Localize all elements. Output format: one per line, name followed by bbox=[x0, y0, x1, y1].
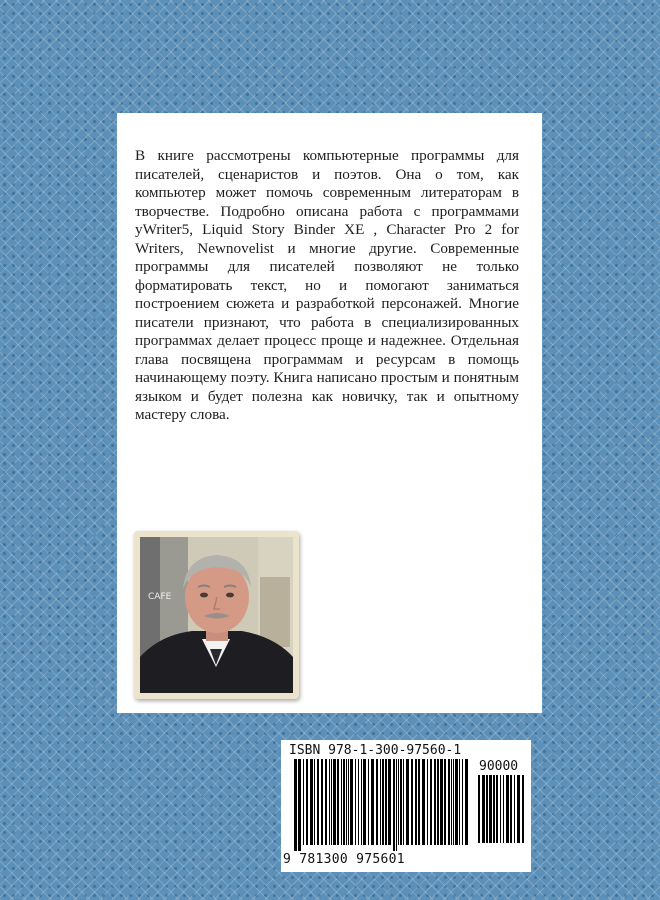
barcode-bar bbox=[333, 759, 336, 845]
barcode-bar bbox=[329, 759, 330, 845]
barcode-bar bbox=[350, 759, 353, 845]
barcode-bar bbox=[403, 759, 404, 845]
barcode-bar bbox=[453, 759, 454, 845]
barcode-bar bbox=[388, 759, 391, 845]
barcode-bar bbox=[514, 775, 515, 843]
barcode-bar bbox=[337, 759, 339, 845]
barcode-bar bbox=[440, 759, 443, 845]
barcode-bar bbox=[371, 759, 374, 845]
barcode-bar bbox=[522, 775, 524, 843]
barcode-bar bbox=[382, 759, 384, 845]
barcode-bar bbox=[462, 759, 463, 845]
barcode-bar bbox=[510, 775, 512, 843]
barcode-bar bbox=[437, 759, 439, 845]
barcode-bar bbox=[385, 759, 387, 845]
barcode-bar bbox=[415, 759, 417, 845]
supplement-barcode-bars bbox=[477, 775, 527, 849]
barcode-bar bbox=[451, 759, 452, 845]
barcode-bar bbox=[459, 759, 460, 845]
barcode-bar bbox=[294, 759, 297, 851]
barcode-bar bbox=[321, 759, 323, 845]
barcode-bar bbox=[306, 759, 308, 845]
barcode-bar bbox=[506, 775, 509, 843]
barcode-bar bbox=[348, 759, 349, 845]
barcode-bar bbox=[406, 759, 409, 845]
author-photo bbox=[140, 537, 293, 693]
barcode-bar bbox=[455, 759, 458, 845]
barcode-bar bbox=[363, 759, 366, 845]
barcode-bar bbox=[418, 759, 420, 845]
barcode-bar bbox=[465, 759, 468, 845]
barcode-bar bbox=[314, 759, 315, 845]
barcode-bar bbox=[298, 759, 301, 851]
barcode-bar bbox=[503, 775, 504, 843]
barcode-bar bbox=[380, 759, 381, 845]
barcode-digits: 9 781300 975601 bbox=[283, 852, 405, 867]
barcode-bar bbox=[396, 759, 397, 851]
barcode-bar bbox=[398, 759, 399, 845]
barcode-bar bbox=[482, 775, 485, 843]
barcode-bar bbox=[478, 775, 480, 843]
barcode-bar bbox=[331, 759, 332, 845]
barcode-bar bbox=[400, 759, 402, 845]
cafe-sign: CAFE bbox=[148, 592, 172, 602]
barcode-bar bbox=[368, 759, 369, 845]
barcode-bar bbox=[444, 759, 446, 845]
barcode-bar bbox=[427, 759, 428, 845]
barcode-bar bbox=[430, 759, 432, 845]
barcode-bar bbox=[346, 759, 347, 845]
isbn-number: ISBN 978-1-300-97560-1 bbox=[289, 743, 462, 758]
barcode-bar bbox=[489, 775, 492, 843]
barcode-bar bbox=[355, 759, 356, 845]
book-description: В книге рассмотрены компьютерные программы для писателей, сценаристов и поэтов. Она о том, как компьютер может помочь современным литераторам в творчестве. Подробно описана работа с программами yWriter5, Liquid Story Binder XE , Character Pro 2 for Writers, Newnovelist и многие другие. Современные программы для писателей позволяют не только форматировать текст, но и помогают заниматься построением сюжета и разработкой персонажей. Многие писатели признают, что работа в специализированных программах делает процесс проще и надежнее. Отдельная глава посвящена программам и ресурсам в помощь начинающему поэту. Книга написано простым и понятным языком и будет полезна как новичку, так и опытному мастеру слова. bbox=[135, 147, 519, 423]
barcode-bar bbox=[448, 759, 450, 845]
barcode-bar bbox=[343, 759, 345, 845]
author-photo-frame bbox=[134, 531, 299, 699]
barcode-bar bbox=[411, 759, 413, 845]
barcode-bar bbox=[376, 759, 378, 845]
barcode-bars bbox=[293, 759, 473, 851]
price-code: 90000 bbox=[479, 759, 519, 774]
barcode-bar bbox=[310, 759, 313, 845]
barcode-bar bbox=[500, 775, 501, 843]
barcode-bar bbox=[517, 775, 520, 843]
back-cover-panel bbox=[117, 113, 542, 713]
barcode-bar bbox=[434, 759, 436, 845]
barcode-bar bbox=[496, 775, 498, 843]
barcode-bar bbox=[493, 775, 495, 843]
barcode-bar bbox=[358, 759, 359, 845]
barcode-bar bbox=[422, 759, 425, 845]
barcode-bar bbox=[303, 759, 304, 845]
barcode-bar bbox=[486, 775, 488, 843]
barcode-bar bbox=[341, 759, 342, 845]
isbn-barcode bbox=[281, 740, 531, 872]
barcode-bar bbox=[393, 759, 395, 851]
barcode-bar bbox=[317, 759, 319, 845]
barcode-bar bbox=[361, 759, 362, 845]
barcode-bar bbox=[325, 759, 327, 845]
